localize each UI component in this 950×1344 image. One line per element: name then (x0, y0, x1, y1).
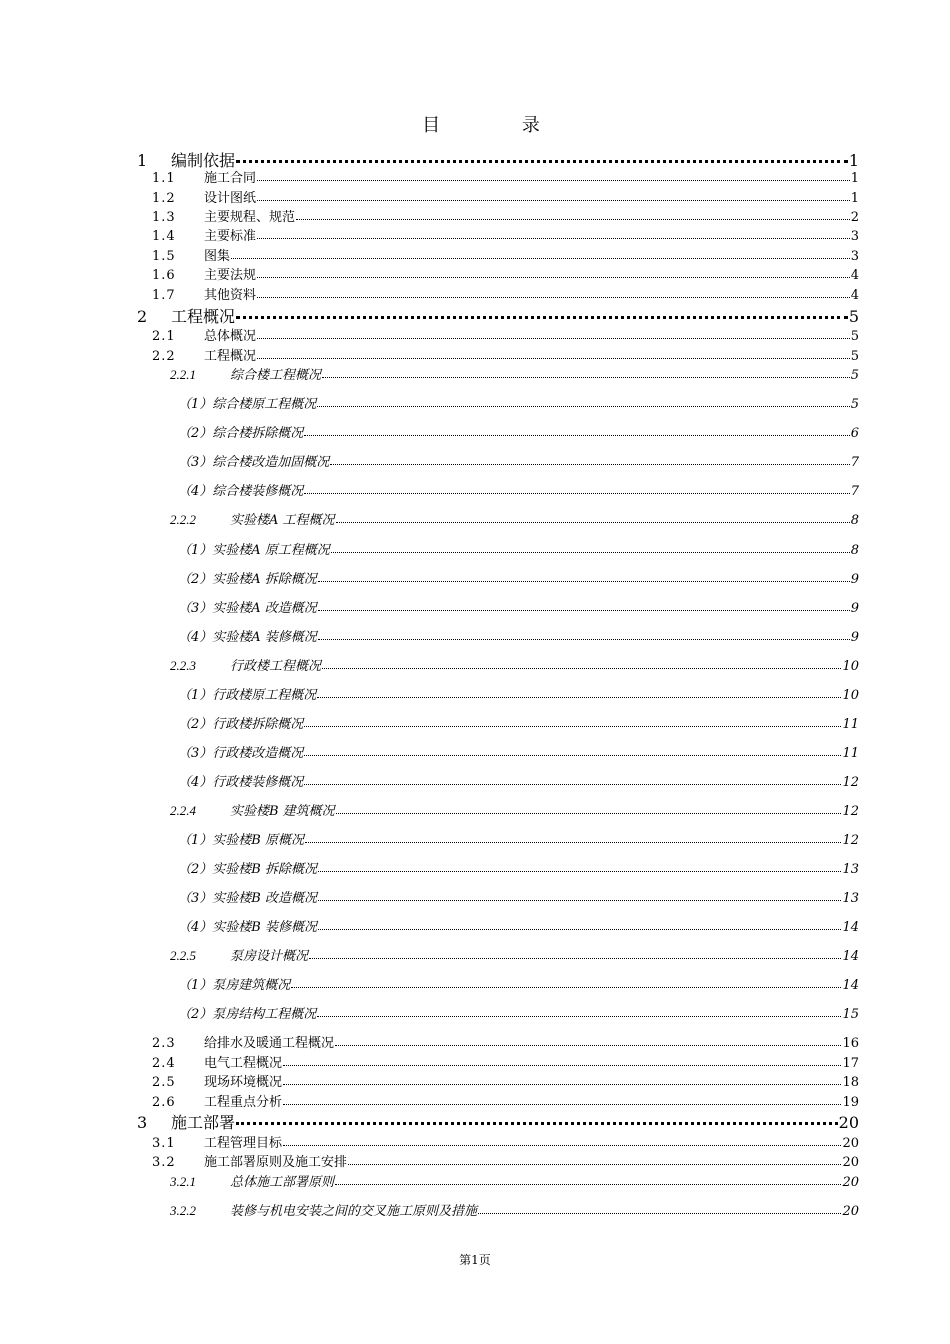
toc-entry-number: 1 (137, 151, 148, 170)
toc-entry[interactable] (178, 974, 859, 991)
toc-dot-leader (283, 1084, 841, 1085)
toc-entry-label: （1）实验楼B 原概况 (178, 833, 304, 848)
toc-entry-page-number: 11 (842, 746, 859, 761)
page-footer: 第1页 (459, 1253, 491, 1267)
toc-entry-page-number: 5 (848, 307, 859, 326)
toc-dot-leader (318, 581, 850, 582)
toc-dot-leader (283, 1104, 841, 1105)
toc-entry-page-number: 14 (842, 949, 859, 964)
toc-dot-leader (317, 1016, 841, 1017)
toc-dot-leader (318, 610, 850, 611)
toc-entry-label: 综合楼工程概况 (230, 368, 322, 383)
toc-entry[interactable] (178, 829, 859, 846)
toc-entry-label: （2）实验楼A 拆除概况 (178, 572, 317, 587)
toc-entry[interactable] (170, 655, 859, 672)
toc-entry-label: （2）综合楼拆除概况 (178, 426, 304, 441)
toc-entry-number: 1.7 (152, 288, 176, 303)
toc-entry-number: 1.3 (152, 210, 176, 225)
toc-entry-page-number: 1 (850, 191, 859, 206)
toc-entry-label: 主要法规 (204, 268, 257, 283)
toc-dot-leader (318, 871, 841, 872)
toc-entry-page-number: 10 (842, 659, 859, 674)
toc-entry-page-number: 10 (842, 688, 859, 703)
toc-entry-label: （2）泵房结构工程概况 (178, 1007, 317, 1022)
toc-entry-page-number: 4 (850, 288, 859, 303)
toc-entry-number: 1.6 (152, 268, 176, 283)
toc-dot-leader (304, 493, 849, 494)
toc-entry-label: （1）行政楼原工程概况 (178, 688, 317, 703)
toc-entry[interactable] (152, 284, 859, 301)
toc-entry-page-number: 1 (848, 151, 859, 170)
toc-entry-page-number: 14 (842, 920, 859, 935)
toc-entry-number: 2.2.3 (170, 658, 196, 673)
toc-entry-label: （4）实验楼B 装修概况 (178, 920, 317, 935)
toc-entry[interactable] (178, 539, 859, 556)
toc-entry-number: 1.1 (152, 171, 176, 186)
toc-entry-page-number: 8 (850, 543, 859, 558)
toc-entry[interactable] (178, 713, 859, 730)
toc-entry[interactable] (178, 858, 859, 875)
toc-entry-label: 电气工程概况 (204, 1056, 283, 1071)
toc-entry[interactable] (152, 1132, 859, 1149)
toc-entry-page-number: 20 (842, 1136, 859, 1151)
toc-entry-number: 3.1 (152, 1136, 176, 1151)
toc-entry[interactable] (170, 509, 859, 526)
toc-entry[interactable] (152, 264, 859, 281)
toc-entry-page-number: 3 (850, 249, 859, 264)
toc-entry[interactable] (178, 916, 859, 933)
toc-entry-number: 3.2 (152, 1155, 176, 1170)
toc-entry-label: 给排水及暖通工程概况 (204, 1036, 335, 1051)
toc-entry-page-number: 5 (850, 329, 859, 344)
toc-dot-leader (291, 987, 841, 988)
toc-entry-label: 实验楼B 建筑概况 (230, 804, 335, 819)
toc-entry-label: 行政楼工程概况 (230, 659, 322, 674)
toc-entry[interactable] (152, 1151, 859, 1168)
toc-dot-leader (257, 358, 850, 359)
toc-dot-leader (317, 697, 841, 698)
toc-entry-label: 装修与机电安装之间的交叉施工原则及措施 (230, 1204, 478, 1219)
toc-entry[interactable] (152, 167, 859, 184)
toc-entry-label: （2）实验楼B 拆除概况 (178, 862, 317, 877)
toc-entry[interactable] (178, 1003, 859, 1020)
toc-entry-label: （1）泵房建筑概况 (178, 978, 291, 993)
toc-entry[interactable] (152, 1091, 859, 1108)
toc-entry-page-number: 2 (850, 210, 859, 225)
toc-dot-leader (335, 1045, 841, 1046)
toc-entry-label: 主要规程、规范 (204, 210, 296, 225)
toc-entry[interactable] (170, 1200, 859, 1217)
toc-entry-label: （3）行政楼改造概况 (178, 746, 304, 761)
toc-entry[interactable] (137, 1110, 859, 1130)
toc-entry[interactable] (178, 480, 859, 497)
toc-entry-label: 工程重点分析 (204, 1095, 283, 1110)
toc-entry-number: 2.2.2 (170, 512, 196, 527)
toc-entry[interactable] (152, 225, 859, 242)
toc-entry[interactable] (152, 345, 859, 362)
toc-entry-label: （4）实验楼A 装修概况 (178, 630, 317, 645)
toc-entry-number: 2.6 (152, 1095, 176, 1110)
toc-entry-page-number: 5 (850, 397, 859, 412)
toc-dot-leader (257, 180, 850, 181)
toc-entry-page-number: 9 (850, 601, 859, 616)
toc-entry[interactable] (152, 1032, 859, 1049)
toc-dot-leader (257, 338, 850, 339)
toc-entry-label: 现场环境概况 (204, 1075, 283, 1090)
toc-dot-leader (331, 552, 850, 553)
toc-entry-label: （1）综合楼原工程概况 (178, 397, 317, 412)
toc-entry[interactable] (170, 1171, 859, 1188)
toc-entry[interactable] (178, 887, 859, 904)
toc-dot-leader (317, 406, 849, 407)
toc-entry-page-number: 20 (842, 1155, 859, 1170)
toc-entry[interactable] (152, 187, 859, 204)
toc-entry-number: 2.3 (152, 1036, 176, 1051)
toc-entry-number: 2.5 (152, 1075, 176, 1090)
toc-dot-leader (283, 1145, 841, 1146)
toc-dot-leader (335, 1184, 841, 1185)
toc-entry-label: （4）综合楼装修概况 (178, 484, 304, 499)
toc-entry-page-number: 17 (842, 1056, 859, 1071)
toc-entry-label: 工程概况 (171, 307, 236, 326)
toc-entry-label: 图集 (204, 249, 231, 264)
toc-entry[interactable] (178, 451, 859, 468)
toc-entry-page-number: 13 (842, 862, 859, 877)
toc-entry-number: 1.2 (152, 191, 176, 206)
toc-dot-leader (236, 160, 848, 163)
toc-entry-page-number: 6 (850, 426, 859, 441)
toc-entry[interactable] (178, 597, 859, 614)
toc-entry[interactable] (152, 245, 859, 262)
toc-entry-label: 施工部署 (171, 1113, 236, 1132)
toc-entry-label: 实验楼A 工程概况 (230, 513, 335, 528)
toc-entry-label: 总体施工部署原则 (230, 1175, 335, 1190)
toc-dot-leader (322, 377, 850, 378)
toc-entry-page-number: 19 (842, 1095, 859, 1110)
toc-entry-page-number: 20 (838, 1113, 859, 1132)
toc-entry[interactable] (152, 325, 859, 342)
toc-entry-page-number: 12 (842, 833, 859, 848)
toc-dot-leader (257, 297, 850, 298)
toc-dot-leader (336, 522, 850, 523)
toc-entry-label: （1）实验楼A 原工程概况 (178, 543, 330, 558)
toc-entry-label: 施工合同 (204, 171, 257, 186)
toc-entry[interactable] (178, 568, 859, 585)
toc-entry[interactable] (178, 742, 859, 759)
toc-entry-page-number: 7 (850, 455, 859, 470)
toc-entry[interactable] (170, 800, 859, 817)
toc-dot-leader (304, 755, 841, 756)
toc-entry-number: 3 (137, 1113, 148, 1132)
toc-entry-label: （2）行政楼拆除概况 (178, 717, 304, 732)
toc-entry-label: （3）实验楼A 改造概况 (178, 601, 317, 616)
toc-dot-leader (318, 639, 850, 640)
toc-entry-page-number: 7 (850, 484, 859, 499)
toc-title: 目 录 (422, 115, 578, 136)
toc-entry-number: 1.5 (152, 249, 176, 264)
toc-entry-page-number: 8 (850, 513, 859, 528)
toc-dot-leader (336, 813, 842, 814)
toc-dot-leader (231, 258, 850, 259)
toc-entry-label: （4）行政楼装修概况 (178, 775, 304, 790)
toc-entry-label: 泵房设计概况 (230, 949, 309, 964)
toc-entry-page-number: 11 (842, 717, 859, 732)
toc-entry-page-number: 14 (842, 978, 859, 993)
toc-dot-leader (330, 464, 849, 465)
toc-entry-label: 其他资料 (204, 288, 257, 303)
toc-entry-label: 设计图纸 (204, 191, 257, 206)
toc-entry-label: 主要标准 (204, 229, 257, 244)
toc-entry-label: 编制依据 (171, 151, 236, 170)
toc-entry-number: 3.2.1 (170, 1174, 196, 1189)
toc-dot-leader (296, 219, 850, 220)
toc-entry-page-number: 20 (842, 1175, 859, 1190)
toc-entry-number: 2.1 (152, 329, 176, 344)
toc-entry[interactable] (170, 945, 859, 962)
toc-dot-leader (322, 668, 841, 669)
toc-entry[interactable] (178, 393, 859, 410)
toc-dot-leader (348, 1164, 841, 1165)
toc-entry-number: 2 (137, 307, 148, 326)
toc-entry-number: 3.2.2 (170, 1203, 196, 1218)
toc-entry-page-number: 4 (850, 268, 859, 283)
toc-entry-number: 1.4 (152, 229, 176, 244)
toc-dot-leader (283, 1065, 841, 1066)
toc-entry-page-number: 3 (850, 229, 859, 244)
toc-entry[interactable] (137, 148, 859, 168)
toc-dot-leader (318, 929, 841, 930)
toc-dot-leader (257, 238, 850, 239)
toc-entry[interactable] (152, 206, 859, 223)
toc-entry-page-number: 9 (850, 630, 859, 645)
toc-dot-leader (304, 784, 841, 785)
toc-entry-page-number: 12 (842, 775, 859, 790)
toc-entry-number: 2.2.4 (170, 803, 196, 818)
toc-entry-page-number: 15 (842, 1007, 859, 1022)
toc-entry-number: 2.2 (152, 349, 176, 364)
toc-entry-label: 工程管理目标 (204, 1136, 283, 1151)
toc-entry-page-number: 20 (842, 1204, 859, 1219)
toc-entry[interactable] (152, 1071, 859, 1088)
toc-entry-label: （3）实验楼B 改造概况 (178, 891, 317, 906)
toc-dot-leader (318, 900, 841, 901)
toc-entry-page-number: 18 (842, 1075, 859, 1090)
toc-entry[interactable] (170, 364, 859, 381)
toc-dot-leader (478, 1213, 841, 1214)
toc-entry-number: 2.4 (152, 1056, 176, 1071)
toc-entry-page-number: 13 (842, 891, 859, 906)
toc-entry-label: 总体概况 (204, 329, 257, 344)
toc-entry-number: 2.2.1 (170, 367, 196, 382)
toc-entry[interactable] (152, 1052, 859, 1069)
toc-dot-leader (304, 435, 849, 436)
toc-entry-page-number: 1 (850, 171, 859, 186)
toc-entry[interactable] (137, 304, 859, 324)
toc-dot-leader (304, 726, 841, 727)
toc-dot-leader (309, 958, 841, 959)
toc-entry-page-number: 5 (850, 368, 859, 383)
toc-entry-page-number: 16 (842, 1036, 859, 1051)
toc-dot-leader (257, 277, 850, 278)
toc-entry-page-number: 9 (850, 572, 859, 587)
toc-entry-page-number: 5 (850, 349, 859, 364)
toc-entry-label: 施工部署原则及施工安排 (204, 1155, 348, 1170)
toc-dot-leader (236, 316, 848, 319)
toc-entry[interactable] (178, 771, 859, 788)
toc-entry-label: 工程概况 (204, 349, 257, 364)
toc-dot-leader (257, 200, 850, 201)
toc-entry[interactable] (178, 422, 859, 439)
toc-dot-leader (236, 1122, 838, 1125)
toc-entry-label: （3）综合楼改造加固概况 (178, 455, 330, 470)
toc-entry-page-number: 12 (842, 804, 859, 819)
toc-entry-number: 2.2.5 (170, 948, 196, 963)
toc-dot-leader (305, 842, 841, 843)
toc-entry[interactable] (178, 684, 859, 701)
toc-entry[interactable] (178, 626, 859, 643)
